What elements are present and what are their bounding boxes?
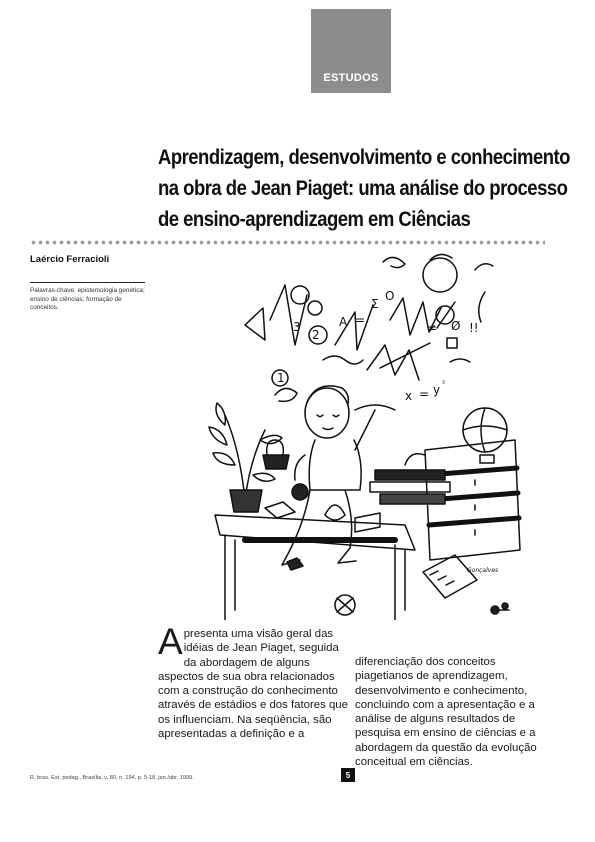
footer-citation: R. bras. Est. pedag., Brasília, v. 80, n. 194, p. 5-18, jan./abr. 1999. — [30, 775, 194, 781]
abstract-text-2: diferenciação dos conceitos piagetianos de aprendizagem, desenvolvimento e conhecimento, concluindo com a apresentação e a análise de alguns resultados de pesquisa em ensino de ciências e a abordagem da questão da evolução conceitual em ciências. — [355, 656, 537, 769]
symbol-a: A — [339, 315, 348, 329]
symbol-o: O — [385, 289, 395, 303]
symbol-x: x — [405, 389, 413, 403]
symbol-not-equal: ≠ — [427, 321, 438, 335]
title-line-2: na obra de Jean Piaget: uma análise do processo — [158, 176, 568, 200]
abstract-text-1: presenta uma visão geral das idéias de Jean Piaget, seguida da abordagem de alguns aspectos de sua obra relacionados com a construção do conhecimento através de estádios e dos fatores que os influenciam. Na seqüência, são apresentadas a definição e a — [158, 628, 348, 741]
symbol-bang: !! — [469, 321, 479, 335]
symbol-two: 2 — [312, 328, 320, 342]
keywords: Palavras-chave: epistemologia genética; ensino de ciências; formação de conceitos. — [30, 287, 145, 312]
molecule — [335, 595, 509, 615]
title-line-3: de ensino-aprendizagem em Ciências — [158, 207, 471, 231]
symbol-sigma: Σ — [371, 297, 379, 311]
section-label: ESTUDOS — [323, 72, 379, 84]
author-name: Laércio Ferracioli — [30, 254, 110, 265]
page-number — [341, 768, 355, 782]
symbol-equals-2: = — [419, 387, 430, 401]
abstract-column-1 — [158, 621, 348, 741]
books — [370, 454, 450, 504]
drop-cap: A — [158, 621, 183, 662]
symbol-equals: = — [355, 313, 366, 327]
dotted-divider — [30, 240, 545, 245]
artist-signature: Gonçalves — [467, 567, 499, 574]
article-title — [158, 142, 570, 235]
symbol-y: y — [433, 383, 441, 397]
cactus — [263, 440, 289, 469]
page-number-label: 5 — [345, 770, 351, 780]
illustration — [205, 250, 535, 620]
keywords-rule — [30, 282, 145, 283]
abstract-column-2 — [355, 655, 547, 769]
symbol-empty-set: Ø — [451, 319, 461, 333]
symbol-three: 3 — [293, 320, 301, 334]
crystal-box — [423, 555, 477, 598]
title-line-1: Aprendizagem, desenvolvimento e conhecimento — [158, 145, 570, 169]
section-tab — [311, 9, 391, 93]
globe — [463, 408, 507, 463]
symbol-squared: ² — [442, 379, 446, 388]
symbol-one: 1 — [277, 371, 285, 385]
